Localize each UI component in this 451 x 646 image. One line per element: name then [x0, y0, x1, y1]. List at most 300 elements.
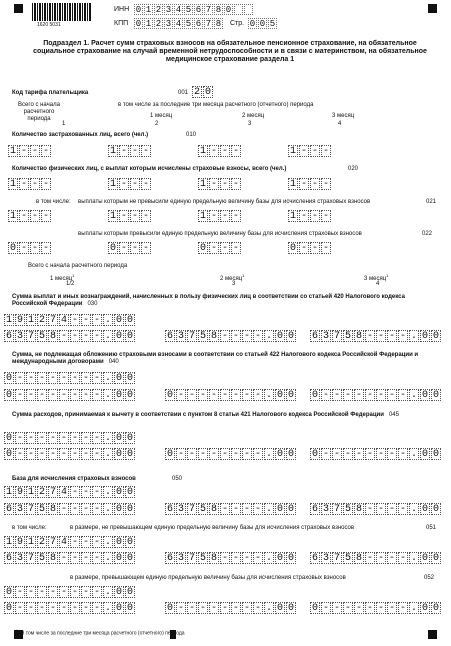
line-010-total	[8, 145, 52, 157]
line-045-m2	[165, 448, 297, 460]
digit-cell: -	[377, 603, 384, 614]
digit-cell: -	[399, 504, 406, 515]
digit-cell: 0	[126, 373, 133, 384]
digit-cell: 0	[287, 603, 294, 614]
digit-cell: 0	[115, 587, 122, 598]
digit-cell: -	[300, 243, 307, 254]
digit-cell: -	[221, 179, 228, 190]
digit-cell: 6	[195, 19, 202, 29]
digit-cell: -	[71, 487, 78, 498]
line-021-m1	[108, 210, 152, 222]
col-m3-header: 3 месяц	[332, 113, 355, 119]
line-020-m1	[108, 178, 152, 190]
registration-mark	[14, 4, 23, 13]
digit-cell: -	[366, 553, 373, 564]
line-020-total	[8, 178, 52, 190]
digit-cell: 4	[175, 19, 182, 29]
digit-cell: 0	[126, 315, 133, 326]
digit-cell: -	[232, 331, 239, 342]
line-010-m2	[198, 145, 242, 157]
digit-cell: -	[254, 390, 261, 401]
digit-cell: 3	[322, 553, 329, 564]
digit-cell: -	[27, 433, 34, 444]
digit-cell: -	[366, 331, 373, 342]
digit-cell: -	[120, 146, 127, 157]
digit-cell: -	[49, 433, 56, 444]
digit-cell: 1	[199, 179, 206, 190]
line-030-m3	[310, 330, 442, 342]
digit-cell: -	[38, 587, 45, 598]
digit-cell: 9	[16, 537, 23, 548]
digit-cell: -	[82, 487, 89, 498]
col-b-total-header: Всего с начала расчетного периода	[28, 263, 128, 269]
digit-cell: -	[221, 243, 228, 254]
digit-cell: -	[120, 243, 127, 254]
digit-cell: -	[82, 315, 89, 326]
digit-cell: 3	[322, 504, 329, 515]
digit-cell: -	[93, 449, 100, 460]
barcode-number: 1620 5031	[37, 22, 61, 28]
digit-cell: -	[322, 603, 329, 614]
digit-cell: 7	[333, 331, 340, 342]
page-number-field	[248, 18, 278, 29]
digit-cell: 0	[126, 449, 133, 460]
digit-cell: 1	[27, 315, 34, 326]
col-b-num-1: 1/2	[66, 281, 75, 287]
line-045-label: Сумма расходов, принимаемая к вычету в соответствии с пунктом 8 статьи 421 Налогового кодекса Российской Федерации 045	[12, 412, 399, 418]
digit-cell: 0	[432, 504, 439, 515]
digit-cell: 0	[5, 390, 12, 401]
digit-cell: 0	[432, 331, 439, 342]
digit-cell: 0	[166, 390, 173, 401]
line-040-total	[4, 372, 136, 384]
digit-cell: 0	[126, 587, 133, 598]
digit-cell: -	[93, 587, 100, 598]
digit-cell: .	[265, 449, 272, 460]
digit-cell: -	[254, 603, 261, 614]
digit-cell: -	[243, 603, 250, 614]
digit-cell: -	[60, 390, 67, 401]
col-num-4: 4	[338, 121, 342, 127]
digit-cell: -	[93, 433, 100, 444]
digit-cell: -	[366, 449, 373, 460]
digit-cell: -	[399, 603, 406, 614]
digit-cell: -	[388, 553, 395, 564]
digit-cell: -	[366, 603, 373, 614]
line-020-label: Количество физических лиц, с выплат которым исчислены страховые взносы, всего (чел.)	[12, 166, 287, 172]
digit-cell: 0	[126, 603, 133, 614]
digit-cell: -	[399, 553, 406, 564]
digit-cell: -	[16, 603, 23, 614]
digit-cell: 5	[199, 553, 206, 564]
digit-cell: -	[142, 243, 149, 254]
digit-cell: 0	[5, 433, 12, 444]
digit-cell: .	[104, 433, 111, 444]
digit-cell: 1	[145, 5, 152, 15]
digit-cell: 1	[199, 211, 206, 222]
digit-cell: 0	[276, 331, 283, 342]
line-020-code: 020	[348, 166, 359, 172]
digit-cell: 0	[276, 603, 283, 614]
digit-cell: .	[104, 373, 111, 384]
digit-cell: 0	[287, 331, 294, 342]
digit-cell: -	[93, 504, 100, 515]
digit-cell: 1	[199, 146, 206, 157]
digit-cell: 0	[421, 449, 428, 460]
digit-cell: -	[60, 603, 67, 614]
line-045-total	[4, 432, 136, 444]
digit-cell: 3	[177, 553, 184, 564]
digit-cell: 0	[276, 390, 283, 401]
digit-cell: 0	[276, 504, 283, 515]
digit-cell: 9	[16, 487, 23, 498]
digit-cell: .	[410, 390, 417, 401]
digit-cell: 0	[135, 19, 142, 29]
line-030-m1	[4, 330, 136, 342]
line-052-m1	[4, 602, 136, 614]
digit-cell: 0	[115, 449, 122, 460]
digit-cell: -	[333, 603, 340, 614]
digit-cell: 2	[155, 19, 162, 29]
line-010-label: Количество застрахованных лиц, всего (чел.)	[12, 132, 149, 138]
digit-cell: 7	[27, 331, 34, 342]
digit-cell: 0	[225, 5, 232, 15]
digit-cell: 1	[109, 179, 116, 190]
line-030-label: Сумма выплат и иных вознаграждений, начисленных в пользу физических лиц в соответствии со статьей 420 Налогового кодекса Российской Федерации 030	[12, 294, 405, 307]
digit-cell: 8	[210, 553, 217, 564]
digit-cell: -	[377, 331, 384, 342]
line-050-m3	[310, 503, 442, 515]
line-022-total	[8, 242, 52, 254]
digit-cell: -	[199, 390, 206, 401]
col-b-m2-header: 2 месяц$^1$	[220, 273, 245, 282]
digit-cell: 8	[355, 504, 362, 515]
digit-cell: 0	[115, 504, 122, 515]
digit-cell: -	[177, 449, 184, 460]
digit-cell: .	[265, 553, 272, 564]
digit-cell: -	[333, 390, 340, 401]
digit-cell: -	[71, 603, 78, 614]
digit-cell: 0	[432, 449, 439, 460]
digit-cell: -	[232, 243, 239, 254]
digit-cell: -	[71, 553, 78, 564]
digit-cell: .	[104, 390, 111, 401]
digit-cell: -	[399, 390, 406, 401]
digit-cell: -	[82, 433, 89, 444]
line-051-label: в размере, не превышающем единую предельную величину базы для исчисления страховых взносов	[70, 525, 355, 531]
line-052-code: 052	[424, 575, 435, 581]
line-010-m3	[288, 145, 332, 157]
digit-cell: 3	[16, 504, 23, 515]
digit-cell: -	[210, 449, 217, 460]
digit-cell: 3	[16, 553, 23, 564]
digit-cell: -	[366, 390, 373, 401]
digit-cell: 0	[5, 587, 12, 598]
digit-cell: -	[177, 603, 184, 614]
digit-cell: -	[377, 449, 384, 460]
digit-cell: .	[104, 487, 111, 498]
registration-mark	[428, 4, 437, 13]
digit-cell: -	[49, 390, 56, 401]
digit-cell: -	[16, 587, 23, 598]
line-051-total	[4, 536, 136, 548]
digit-cell: 0	[126, 553, 133, 564]
digit-cell: -	[254, 449, 261, 460]
digit-cell: -	[42, 243, 49, 254]
digit-cell: -	[82, 603, 89, 614]
digit-cell: -	[49, 449, 56, 460]
digit-cell: 0	[9, 243, 16, 254]
digit-cell: -	[377, 553, 384, 564]
kpp-label: КПП	[114, 20, 129, 27]
digit-cell: 2	[38, 537, 45, 548]
digit-cell: 3	[177, 331, 184, 342]
digit-cell: .	[410, 603, 417, 614]
digit-cell: 5	[344, 553, 351, 564]
line-050-m1	[4, 503, 136, 515]
digit-cell: 2	[193, 87, 200, 98]
digit-cell: 0	[287, 553, 294, 564]
digit-cell: -	[344, 449, 351, 460]
digit-cell: 8	[49, 331, 56, 342]
digit-cell: 7	[49, 487, 56, 498]
digit-cell: 0	[432, 603, 439, 614]
digit-cell: 0	[432, 553, 439, 564]
digit-cell: 0	[259, 19, 266, 29]
digit-cell: -	[42, 146, 49, 157]
line-030-total	[4, 314, 136, 326]
digit-cell: 6	[5, 504, 12, 515]
digit-cell: -	[333, 449, 340, 460]
digit-cell: -	[20, 179, 27, 190]
digit-cell: -	[232, 449, 239, 460]
digit-cell: -	[93, 537, 100, 548]
digit-cell: 8	[210, 504, 217, 515]
digit-cell: 5	[344, 331, 351, 342]
digit-cell: -	[254, 504, 261, 515]
digit-cell: .	[410, 449, 417, 460]
digit-cell: -	[344, 603, 351, 614]
digit-cell: -	[31, 211, 38, 222]
digit-cell: 2	[38, 315, 45, 326]
line-051-m2	[165, 552, 297, 564]
digit-cell: -	[20, 243, 27, 254]
digit-cell: 5	[38, 331, 45, 342]
digit-cell: 0	[421, 504, 428, 515]
digit-cell: 6	[166, 553, 173, 564]
digit-cell: 5	[38, 553, 45, 564]
digit-cell: .	[104, 449, 111, 460]
digit-cell: -	[199, 603, 206, 614]
digit-cell: -	[355, 390, 362, 401]
digit-cell: 4	[60, 537, 67, 548]
digit-cell: .	[265, 331, 272, 342]
digit-cell: 0	[276, 449, 283, 460]
digit-cell: -	[71, 587, 78, 598]
digit-cell: -	[60, 331, 67, 342]
digit-cell: 6	[166, 504, 173, 515]
kpp-field	[134, 18, 224, 29]
digit-cell: 7	[49, 537, 56, 548]
digit-cell: -	[131, 179, 138, 190]
digit-cell: .	[104, 603, 111, 614]
digit-cell: 3	[322, 331, 329, 342]
inn-label: ИНН	[114, 6, 130, 13]
digit-cell: .	[104, 587, 111, 598]
digit-cell: -	[60, 504, 67, 515]
digit-cell: -	[210, 211, 217, 222]
digit-cell: -	[16, 433, 23, 444]
line-040-m2	[165, 389, 297, 401]
digit-cell: -	[93, 487, 100, 498]
line-010-m1	[108, 145, 152, 157]
digit-cell: 1	[145, 19, 152, 29]
digit-cell: -	[388, 603, 395, 614]
digit-cell: -	[93, 373, 100, 384]
digit-cell: 0	[126, 504, 133, 515]
digit-cell: -	[82, 537, 89, 548]
digit-cell: -	[82, 331, 89, 342]
digit-cell: 5	[38, 504, 45, 515]
digit-cell: 5	[199, 331, 206, 342]
digit-cell: -	[16, 373, 23, 384]
col-num-2: 2	[155, 121, 159, 127]
digit-cell: 0	[311, 449, 318, 460]
digit-cell: 6	[311, 331, 318, 342]
digit-cell: 6	[166, 331, 173, 342]
digit-cell: -	[142, 146, 149, 157]
digit-cell: -	[82, 553, 89, 564]
line-052-total	[4, 586, 136, 598]
digit-cell: 2	[155, 5, 162, 15]
col-b-num-2: 3	[232, 281, 236, 287]
digit-cell: 0	[421, 603, 428, 614]
digit-cell: 5	[185, 5, 192, 15]
digit-cell: 0	[249, 19, 256, 29]
digit-cell	[234, 4, 243, 15]
digit-cell: 2	[38, 487, 45, 498]
digit-cell: -	[131, 146, 138, 157]
registration-mark	[428, 630, 437, 639]
digit-cell: -	[71, 315, 78, 326]
digit-cell: 0	[421, 553, 428, 564]
line-051-m1	[4, 552, 136, 564]
digit-cell: 1	[109, 146, 116, 157]
digit-cell: 1	[5, 487, 12, 498]
line-050-label: База для исчисления страховых взносов	[12, 476, 136, 482]
digit-cell: 0	[115, 553, 122, 564]
line-022-m3	[288, 242, 332, 254]
digit-cell: 0	[432, 390, 439, 401]
digit-cell: -	[388, 390, 395, 401]
digit-cell	[244, 4, 253, 15]
digit-cell: 4	[60, 487, 67, 498]
digit-cell: 0	[5, 449, 12, 460]
digit-cell: .	[104, 331, 111, 342]
digit-cell: 4	[60, 315, 67, 326]
digit-cell: -	[210, 603, 217, 614]
digit-cell: 5	[344, 504, 351, 515]
digit-cell: 1	[5, 537, 12, 548]
digit-cell: -	[42, 179, 49, 190]
digit-cell: 0	[5, 373, 12, 384]
digit-cell: 0	[109, 243, 116, 254]
digit-cell: 1	[9, 146, 16, 157]
digit-cell: .	[265, 603, 272, 614]
digit-cell: -	[177, 390, 184, 401]
digit-cell: 8	[49, 553, 56, 564]
digit-cell: 3	[165, 5, 172, 15]
digit-cell: -	[221, 553, 228, 564]
digit-cell: -	[27, 587, 34, 598]
digit-cell: 0	[289, 243, 296, 254]
digit-cell: 0	[126, 390, 133, 401]
digit-cell: -	[16, 449, 23, 460]
col-b-num-3: 4	[376, 281, 380, 287]
digit-cell: -	[93, 331, 100, 342]
digit-cell: -	[322, 449, 329, 460]
digit-cell: 7	[188, 504, 195, 515]
line-051-code: 051	[426, 525, 437, 531]
digit-cell: -	[232, 179, 239, 190]
digit-cell: 6	[311, 504, 318, 515]
digit-cell: -	[311, 179, 318, 190]
line-050-m2	[165, 503, 297, 515]
line-051-incl-label: в том числе:	[12, 525, 47, 531]
digit-cell: -	[82, 449, 89, 460]
digit-cell: -	[221, 146, 228, 157]
digit-cell: -	[232, 211, 239, 222]
digit-cell: -	[82, 390, 89, 401]
digit-cell: -	[60, 449, 67, 460]
line-050-code: 050	[172, 476, 183, 482]
digit-cell: -	[142, 179, 149, 190]
digit-cell: -	[210, 146, 217, 157]
page-label: Стр.	[230, 20, 245, 27]
digit-cell: -	[42, 211, 49, 222]
digit-cell: -	[71, 504, 78, 515]
digit-cell: -	[399, 449, 406, 460]
digit-cell: 0	[126, 487, 133, 498]
digit-cell: -	[60, 587, 67, 598]
digit-cell: -	[300, 179, 307, 190]
line-030-m2	[165, 330, 297, 342]
digit-cell: 9	[16, 315, 23, 326]
line-020-m3	[288, 178, 332, 190]
digit-cell: -	[300, 211, 307, 222]
digit-cell: -	[322, 243, 329, 254]
digit-cell: -	[20, 146, 27, 157]
digit-cell: .	[104, 315, 111, 326]
digit-cell: 0	[276, 553, 283, 564]
digit-cell: 1	[9, 211, 16, 222]
digit-cell: -	[16, 390, 23, 401]
digit-cell: -	[221, 211, 228, 222]
digit-cell: -	[49, 603, 56, 614]
digit-cell: -	[210, 243, 217, 254]
digit-cell: 0	[115, 390, 122, 401]
digit-cell: 3	[165, 19, 172, 29]
line-040-m1	[4, 389, 136, 401]
line-050-total	[4, 486, 136, 498]
digit-cell: .	[410, 504, 417, 515]
digit-cell: 3	[177, 504, 184, 515]
line-020-m2	[198, 178, 242, 190]
line-022-code: 022	[422, 231, 433, 237]
digit-cell: -	[232, 603, 239, 614]
digit-cell: .	[265, 504, 272, 515]
digit-cell: 0	[311, 603, 318, 614]
